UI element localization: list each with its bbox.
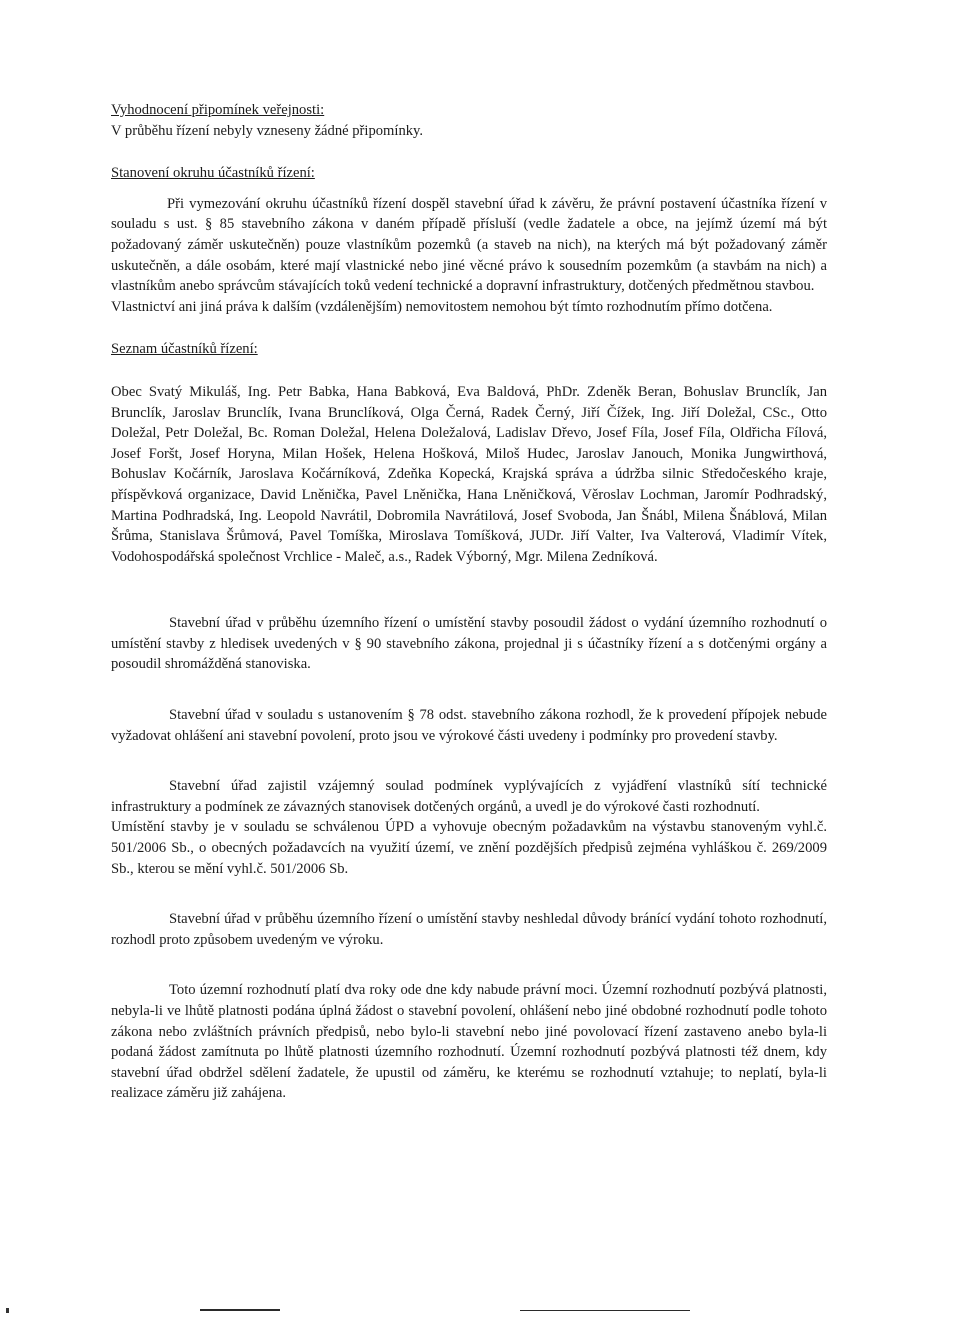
decision-paragraph-2: Stavební úřad v souladu s ustanovením § 78 odst. stavebního zákona rozhodl, že k provedení přípojek nebude vyžadovat ohlášení ani stavební povolení, proto jsou ve výrokové části uvedeny i podmínky pro provedení stavby. [111, 707, 827, 744]
public-comments-heading: Vyhodnocení připomínek veřejnosti: [111, 102, 325, 118]
scan-edge-mark [6, 1308, 9, 1313]
decision-paragraph-1: Stavební úřad v průběhu územního řízení o umístění stavby posoudil žádost o vydání územního rozhodnutí o umístění stavby z hledisek uvedených v § 90 stavebního zákona, projednal ji s účastníky řízení a s dotčenými orgány a posoudil shromážděná stanoviska. [111, 615, 827, 673]
participants-list-heading: Seznam účastníků řízení: [111, 341, 258, 358]
participants-scope-paragraph-2: Vlastnictví ani jiná práva k dalším (vzdálenějším) nemovitostem nemohou být tímto rozhodnutím přímo dotčena. [111, 298, 773, 315]
participants-scope-heading: Stanovení okruhu účastníků řízení: [111, 165, 315, 182]
participants-list-text: Obec Svatý Mikuláš, Ing. Petr Babka, Hana Babková, Eva Baldová, PhDr. Zdeněk Beran, Bohuslav Brunclík, Jan Brunclík, Jaroslav Brunclík, Ivana Brunclíková, Olga Černá, Radek Černý, Jiří Čížek, Ing. Jiří Doležal, CSc., Otto Doležal, Petr Doležal, Bc. Roman Doležal, Helena Doležalová, Ladislav Dřevo, Josef Fíla, Josef Fíla, Oldřicha Fílová, Josef Foršt, Josef Horyna, Milan Hošek, Helena Hošková, Miloš Hudec, Jaroslav Janouch, Monika Jungwirthová, Bohuslav Kočárník, Jaroslava Kočárníková, Zdeňka Kopecká, Krajská správa a údržba silnic Středočeského kraje, příspěvková organizace, David Lněnička, Pavel Lněnička, Hana Lněničková, Věroslav Lochman, Jaromír Podhradský, Martina Podhradská, Ing. Leopold Navrátil, Dobromila Navrátilová, Josef Svoboda, Jan Šnábl, Milena Šnáblová, Milan Šrůma, Stanislava Šrůmová, Pavel Tomíška, Miroslava Tomíšková, JUDr. Jiří Valter, Iva Valterová, Vladimír Vítek, Vodohospodářská společnost Vrchlice - Maleč, a.s., Radek Výborný, Mgr. Milena Zedníková. [111, 383, 827, 565]
decision-paragraph-3: Stavební úřad zajistil vzájemný soulad podmínek vyplývajících z vyjádření vlastníků sítí technické infrastruktury a podmínek ze závazných stanovisek dotčených orgánů, a uvedl je do výrokové časti rozhodnutí. [111, 778, 827, 815]
decision-paragraph-4: Stavební úřad v průběhu územního řízení o umístění stavby neshledal důvody bránící vydání tohoto rozhodnutí, rozhodl proto způsobem uvedeným ve výroku. [111, 911, 827, 948]
scan-edge-line [520, 1310, 690, 1311]
participants-scope-paragraph: Při vymezování okruhu účastníků řízení dospěl stavební úřad k závěru, že právní postavení účastníka řízení v souladu s ust. § 85 stavebního zákona v daném případě přísluší (vedle žadatele a obce, na jejímž území má být požadovaný záměr uskutečněn) pouze vlastníkům pozemků (a staveb na nich), na kterých má být požadovaný záměr uskutečněn, a dále osobám, které mají vlastnické nebo jiné věcné právo k sousedním pozemkům (a stavbám na nich) a vlastníkům anebo správcům stávajících toků vedení technické a dopravní infrastruktury, dotčených předmětnou stavbou. [111, 195, 827, 295]
document-page [111, 100, 827, 1104]
decision-paragraph-3b: Umístění stavby je v souladu se schválenou ÚPD a vyhovuje obecným požadavkům na výstavbu stanoveným vyhl.č. 501/2006 Sb., o obecných požadavcích na využití území, ve znění pozdějších předpisů zejména vyhláškou č. 269/2009 Sb., kterou se mění vyhl.č. 501/2006 Sb. [111, 819, 827, 877]
public-comments-text: V průběhu řízení nebyly vzneseny žádné připomínky. [111, 122, 424, 139]
decision-paragraph-5: Toto územní rozhodnutí platí dva roky ode dne kdy nabude právní moci. Územní rozhodnutí pozbývá platnosti, nebyla-li ve lhůtě platnosti podána úplná žádost o stavební povolení, ohlášení nebo jiné obdobné rozhodnutí podle tohoto zákona nebo zvláštních právních předpisů, nebo bylo-li stavební nebo jiné povolovací řízení zastaveno anebo byla-li podaná žádost zamítnuta po lhůtě platnosti územního rozhodnutí. Územní rozhodnutí pozbývá platnosti též dnem, kdy stavební úřad obdržel sdělení žadatele, že upustil od záměru, ke kterému se rozhodnutí vztahuje; to neplatí, byla-li realizace záměru již zahájena. [111, 982, 827, 1102]
scan-edge-line [200, 1309, 280, 1311]
